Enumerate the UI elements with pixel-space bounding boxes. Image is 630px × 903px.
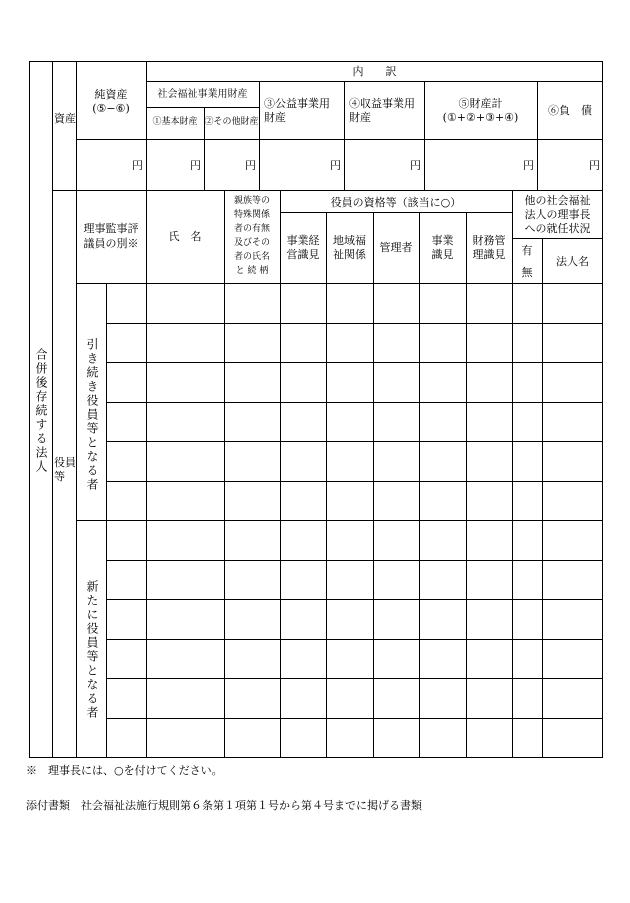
qual-finance-2: 理識見	[472, 248, 506, 261]
kin-header-4: 及びその	[233, 238, 270, 248]
off-v-q3	[419, 212, 420, 757]
role-type-label-2: 議員の別※	[83, 237, 139, 250]
qual-business-knowledge-2: 識見	[431, 248, 454, 261]
name-header: 氏 名	[168, 230, 202, 243]
public-interest-label-2: 財産	[264, 111, 286, 124]
qual-community-welfare-2: 祉関係	[333, 248, 366, 261]
net-assets-label: 純資産	[94, 88, 128, 101]
off-v-q4	[466, 212, 467, 757]
row-line	[106, 441, 603, 442]
frame-top	[29, 61, 603, 62]
row-line	[106, 718, 603, 719]
group-continuing-label: 引き続き役員等となる者	[85, 338, 99, 492]
off-h-other	[512, 238, 603, 239]
frame-right	[602, 61, 603, 758]
side-assets-label: 資産	[54, 112, 76, 125]
other-corp-header-2: 法人の理事長	[524, 208, 591, 221]
off-h-qual	[280, 212, 512, 213]
row-line	[106, 481, 603, 482]
kin-header-5: 者の氏名	[233, 252, 270, 262]
note-chairman: ※ 理事長には、○を付けてください。	[26, 764, 223, 777]
group-separator	[76, 520, 603, 521]
row-line	[106, 362, 603, 363]
kin-header-6: と 続 柄	[235, 266, 269, 276]
side-officers-label: 役員等	[54, 456, 76, 483]
assets-v3	[259, 81, 260, 190]
breakdown-header: 内 訳	[352, 65, 397, 78]
public-interest-label: ③公益事業用	[264, 97, 330, 110]
yen-unit: 円	[132, 159, 143, 172]
corp-name-header: 法人名	[556, 255, 589, 268]
role-type-label: 理事監事評	[83, 222, 139, 235]
frame-left	[29, 61, 30, 758]
other-corp-header-1: 他の社会福祉	[524, 194, 591, 207]
property-total-label: ⑤財産計	[458, 97, 503, 110]
qual-business-mgmt-2: 営識見	[286, 248, 320, 261]
side-company-label: 合併後存続する法人	[34, 348, 48, 474]
yen-unit: 円	[523, 159, 534, 172]
yen-unit: 円	[245, 159, 256, 172]
qual-finance: 財務管	[472, 234, 506, 247]
frame-bottom	[29, 757, 603, 758]
row-line	[106, 402, 603, 403]
other-property-label: ②その他財産	[204, 117, 259, 127]
col-line-side	[52, 61, 53, 758]
yen-unit: 円	[410, 159, 421, 172]
revenue-property-label-2: 財産	[349, 111, 371, 124]
group-new-label: 新たに役員等となる者	[85, 580, 99, 720]
off-v-role	[146, 190, 147, 757]
yen-unit: 円	[589, 159, 600, 172]
yen-unit: 円	[330, 159, 341, 172]
off-h-header-bottom	[76, 283, 603, 284]
kin-header-2: 特殊関係	[233, 210, 270, 220]
yen-unit: 円	[190, 159, 201, 172]
qual-business-mgmt: 事業経	[286, 234, 320, 247]
property-total-formula: (①+②+③+④)	[442, 111, 519, 124]
presence-no: 無	[521, 266, 533, 279]
row-line	[106, 599, 603, 600]
section-separator	[52, 190, 603, 191]
row-line	[106, 639, 603, 640]
kin-header-3: 者の有無	[233, 224, 270, 234]
social-welfare-property-label: 社会福祉事業用財産	[157, 89, 248, 100]
assets-h2	[146, 107, 259, 108]
off-v-kin	[280, 190, 281, 757]
off-v-presence	[542, 238, 543, 757]
note-attachments: 添付書類 社会福祉法施行規則第６条第１項第１号から第４号までに掲げる書類	[26, 799, 422, 812]
basic-property-label: ①基本財産	[152, 117, 198, 127]
presence-yes: 有	[521, 244, 533, 257]
kin-header-1: 親族等の	[233, 196, 270, 206]
net-assets-formula: (⑤−⑥)	[92, 102, 130, 115]
assets-v4	[344, 81, 345, 190]
assets-h3	[76, 139, 603, 140]
row-line	[106, 323, 603, 324]
off-v-q1	[326, 212, 327, 757]
off-v-q2	[373, 212, 374, 757]
qual-business-knowledge: 事業	[431, 234, 454, 247]
row-line	[106, 678, 603, 679]
qual-manager: 管理者	[379, 241, 413, 254]
qual-community-welfare: 地域福	[333, 234, 366, 247]
row-line	[106, 560, 603, 561]
assets-v6	[537, 81, 538, 190]
revenue-property-label: ④収益事業用	[349, 97, 415, 110]
other-corp-header-3: への就任状況	[524, 222, 591, 235]
assets-h1	[146, 81, 603, 82]
liabilities-label: ⑥負 債	[548, 104, 592, 117]
qualification-header: 役員の資格等（該当に○）	[330, 196, 462, 209]
